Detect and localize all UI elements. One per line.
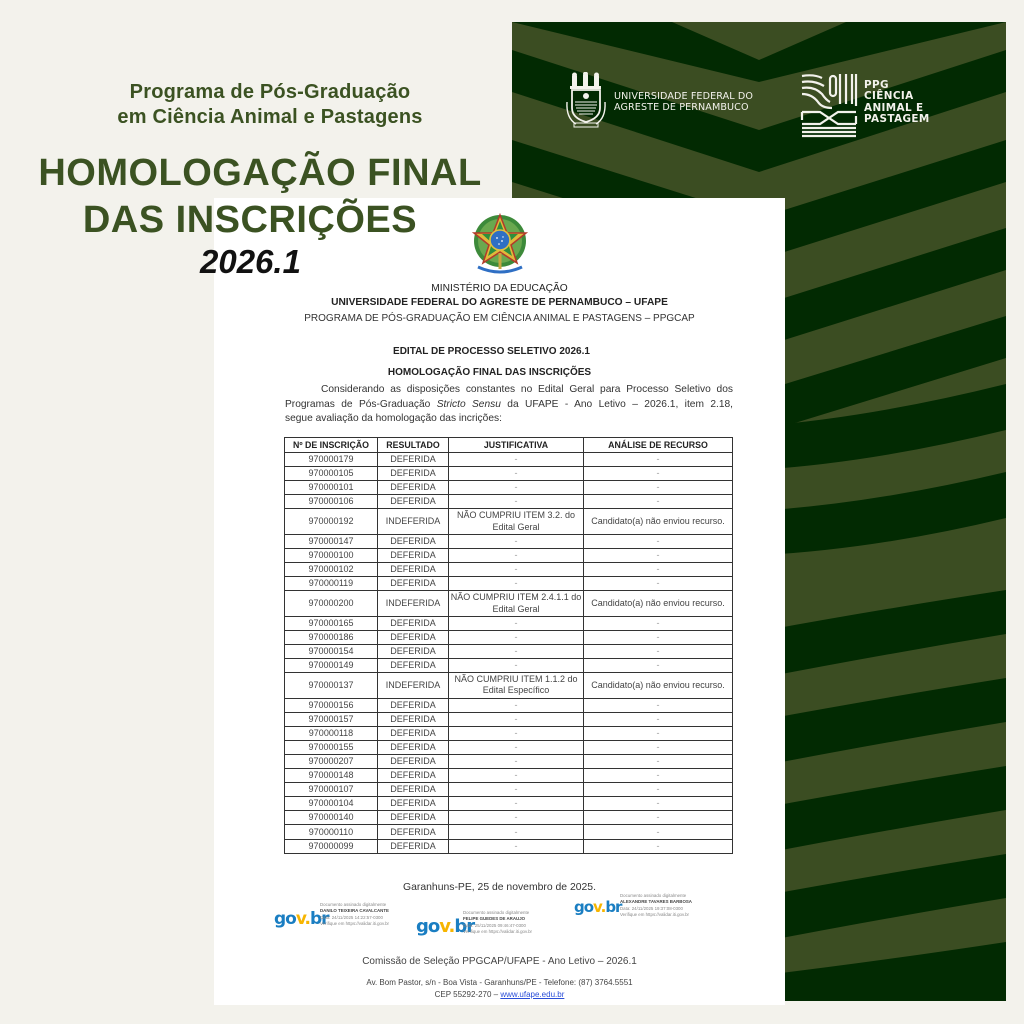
signature-block-3 <box>620 893 692 919</box>
cell-registration-number: 970000107 <box>285 783 378 797</box>
table-row <box>285 698 733 712</box>
cell-justification: - <box>449 563 584 577</box>
ppg-name-line1: PPG <box>864 79 889 91</box>
cell-appeal-analysis: - <box>584 548 733 562</box>
intro-line3: segue avaliação da homologação das incrições: <box>285 413 502 424</box>
table-row <box>285 577 733 591</box>
cell-result: DEFERIDA <box>378 548 449 562</box>
cell-justification: - <box>449 616 584 630</box>
header-appeal-analysis: ANÁLISE DE RECURSO <box>584 438 733 453</box>
table-header-row <box>285 438 733 453</box>
ufape-name-line1: UNIVERSIDADE FEDERAL DO <box>614 91 754 102</box>
table-row <box>285 548 733 562</box>
cell-registration-number: 970000154 <box>285 644 378 658</box>
table-row <box>285 811 733 825</box>
cell-result: DEFERIDA <box>378 839 449 853</box>
results-table-body <box>285 453 733 854</box>
cell-result: INDEFERIDA <box>378 673 449 699</box>
cell-justification: NÃO CUMPRIU ITEM 1.1.2 do Edital Específico <box>449 673 584 699</box>
signature-3-verify: Verifique em https://validar.iti.gov.br <box>620 912 689 918</box>
cell-result: DEFERIDA <box>378 563 449 577</box>
cep-line <box>214 990 785 999</box>
cell-justification: - <box>449 769 584 783</box>
cell-justification: - <box>449 698 584 712</box>
signature-1-caption: Documento assinado digitalmente <box>320 902 387 907</box>
govbr-logo-1: gov.br <box>274 909 329 929</box>
cell-result: DEFERIDA <box>378 577 449 591</box>
table-row <box>285 797 733 811</box>
cell-result: DEFERIDA <box>378 467 449 481</box>
address: Av. Bom Pastor, s/n - Boa Vista - Garanhuns/PE - Telefone: (87) 3764.5551 <box>366 978 633 987</box>
intro-line2-end: da UFAPE - Ano Letivo – 2026.1, item 2.18, <box>500 398 733 410</box>
cell-result: DEFERIDA <box>378 659 449 673</box>
cell-result: DEFERIDA <box>378 644 449 658</box>
cell-appeal-analysis: - <box>584 839 733 853</box>
cell-justification: NÃO CUMPRIU ITEM 3.2. do Edital Geral <box>449 509 584 535</box>
cell-registration-number: 970000147 <box>285 534 378 548</box>
table-row <box>285 769 733 783</box>
intro-line2 <box>285 398 733 413</box>
cell-result: DEFERIDA <box>378 630 449 644</box>
cell-justification: - <box>449 577 584 591</box>
edital-title: EDITAL DE PROCESSO SELETIVO 2026.1 <box>393 346 590 357</box>
document-page <box>214 198 785 1005</box>
ppg-name-line3: ANIMAL E <box>864 101 924 114</box>
cell-appeal-analysis: - <box>584 453 733 467</box>
cell-appeal-analysis: Candidato(a) não enviou recurso. <box>584 509 733 535</box>
govbr-logo-3: gov.br <box>574 898 622 916</box>
cell-result: DEFERIDA <box>378 811 449 825</box>
table-row <box>285 644 733 658</box>
header-registration-number: Nº DE INSCRIÇÃO <box>285 438 378 453</box>
table-row <box>285 563 733 577</box>
cell-appeal-analysis: - <box>584 797 733 811</box>
signature-2-caption: Documento assinado digitalmente <box>463 910 530 915</box>
intro-line2-start: Programas de Pós-Graduação <box>285 398 437 410</box>
cell-result: DEFERIDA <box>378 783 449 797</box>
table-row <box>285 712 733 726</box>
main-title <box>0 150 520 244</box>
cell-justification: - <box>449 481 584 495</box>
signature-3-date: Data: 24/11/2025 19:37:08-0300 <box>620 905 683 911</box>
cell-result: DEFERIDA <box>378 616 449 630</box>
cell-justification: - <box>449 644 584 658</box>
cell-appeal-analysis: Candidato(a) não enviou recurso. <box>584 673 733 699</box>
table-row <box>285 616 733 630</box>
ministry-name: MINISTÉRIO DA EDUCAÇÃO <box>431 283 568 294</box>
cell-result: DEFERIDA <box>378 797 449 811</box>
intro-line2-italic: Stricto Sensu <box>436 398 501 410</box>
signature-block-1 <box>320 902 389 928</box>
program-name: PROGRAMA DE PÓS-GRADUAÇÃO EM CIÊNCIA ANIMAL E PASTAGENS – PPGCAP <box>304 313 695 324</box>
cell-appeal-analysis: - <box>584 481 733 495</box>
cell-appeal-analysis: - <box>584 755 733 769</box>
cell-result: INDEFERIDA <box>378 591 449 617</box>
cell-appeal-analysis: - <box>584 825 733 839</box>
signature-2-name: FELIPE GUEDES DE ARAUJO <box>463 916 526 922</box>
results-table <box>284 437 733 854</box>
table-row <box>285 467 733 481</box>
signature-3-caption: Documento assinado digitalmente <box>620 893 687 898</box>
table-row <box>285 673 733 699</box>
table-row <box>285 726 733 740</box>
cell-registration-number: 970000207 <box>285 755 378 769</box>
cell-result: DEFERIDA <box>378 453 449 467</box>
cell-appeal-analysis: - <box>584 740 733 754</box>
cell-justification: - <box>449 453 584 467</box>
cell-appeal-analysis: - <box>584 644 733 658</box>
cell-registration-number: 970000118 <box>285 726 378 740</box>
cell-justification: - <box>449 811 584 825</box>
cell-registration-number: 970000149 <box>285 659 378 673</box>
cell-justification: - <box>449 755 584 769</box>
table-row <box>285 740 733 754</box>
cell-justification: - <box>449 548 584 562</box>
cell-appeal-analysis: - <box>584 783 733 797</box>
main-title-line1: HOMOLOGAÇÃO FINAL <box>38 152 482 194</box>
cell-result: DEFERIDA <box>378 726 449 740</box>
cell-registration-number: 970000101 <box>285 481 378 495</box>
cell-result: DEFERIDA <box>378 712 449 726</box>
intro-paragraph <box>285 383 733 427</box>
cell-result: INDEFERIDA <box>378 509 449 535</box>
cell-appeal-analysis: - <box>584 769 733 783</box>
table-row <box>285 591 733 617</box>
cell-result: DEFERIDA <box>378 769 449 783</box>
ppg-name-line2: CIÊNCIA <box>864 90 914 103</box>
cell-registration-number: 970000119 <box>285 577 378 591</box>
cell-registration-number: 970000156 <box>285 698 378 712</box>
website-link[interactable]: www.ufape.edu.br <box>500 990 565 999</box>
cell-justification: - <box>449 534 584 548</box>
signature-2-date: Data: 25/11/2025 09:46:47-0300 <box>463 922 526 928</box>
cell-result: DEFERIDA <box>378 495 449 509</box>
cell-appeal-analysis: - <box>584 534 733 548</box>
table-row <box>285 783 733 797</box>
cell-appeal-analysis: Candidato(a) não enviou recurso. <box>584 591 733 617</box>
university-name: UNIVERSIDADE FEDERAL DO AGRESTE DE PERNAMBUCO – UFAPE <box>331 297 668 308</box>
edition-year: 2026.1 <box>200 243 301 280</box>
header-result: RESULTADO <box>378 438 449 453</box>
table-row <box>285 825 733 839</box>
signature-block-2 <box>463 910 532 936</box>
table-row <box>285 481 733 495</box>
program-title <box>60 80 480 130</box>
cell-justification: - <box>449 740 584 754</box>
cell-justification: - <box>449 726 584 740</box>
program-title-line1: Programa de Pós-Graduação <box>129 81 411 103</box>
cell-justification: - <box>449 797 584 811</box>
cell-registration-number: 970000200 <box>285 591 378 617</box>
table-row <box>285 755 733 769</box>
cell-registration-number: 970000110 <box>285 825 378 839</box>
cell-justification: - <box>449 659 584 673</box>
signature-2-verify: Verifique em https://validar.iti.gov.br <box>463 929 532 935</box>
signature-3-name: ALEXANDRE TAVARES BARBOSA <box>620 899 692 905</box>
cell-registration-number: 970000105 <box>285 467 378 481</box>
cell-registration-number: 970000104 <box>285 797 378 811</box>
signature-1-name: DANILO TEIXEIRA CAVALCANTE <box>320 908 389 914</box>
signature-1-verify: Verifique em https://validar.iti.gov.br <box>320 921 389 927</box>
cell-justification: - <box>449 712 584 726</box>
cell-registration-number: 970000140 <box>285 811 378 825</box>
document-heading: HOMOLOGAÇÃO FINAL DAS INSCRIÇÕES <box>387 367 592 378</box>
ufape-crest-icon <box>564 72 608 128</box>
table-row <box>285 453 733 467</box>
cell-result: DEFERIDA <box>378 481 449 495</box>
table-row <box>285 839 733 853</box>
cell-registration-number: 970000100 <box>285 548 378 562</box>
cell-appeal-analysis: - <box>584 495 733 509</box>
cell-justification: NÃO CUMPRIU ITEM 2.4.1.1 do Edital Geral <box>449 591 584 617</box>
program-title-line2: em Ciência Animal e Pastagens <box>117 106 423 128</box>
cell-registration-number: 970000155 <box>285 740 378 754</box>
cell-registration-number: 970000148 <box>285 769 378 783</box>
cell-justification: - <box>449 839 584 853</box>
cell-registration-number: 970000157 <box>285 712 378 726</box>
cell-justification: - <box>449 783 584 797</box>
cell-justification: - <box>449 495 584 509</box>
cell-result: DEFERIDA <box>378 755 449 769</box>
table-row <box>285 509 733 535</box>
cell-appeal-analysis: - <box>584 630 733 644</box>
cell-registration-number: 970000192 <box>285 509 378 535</box>
ppg-logo-icon <box>800 72 858 138</box>
table-row <box>285 495 733 509</box>
cell-registration-number: 970000165 <box>285 616 378 630</box>
cell-registration-number: 970000099 <box>285 839 378 853</box>
signature-1-date: Data: 24/11/2025 14:22:57-0300 <box>320 914 383 920</box>
cep-text: CEP 55292-270 – <box>434 990 501 999</box>
ppg-name-line4: PASTAGEM <box>864 113 930 126</box>
ppg-name-text <box>864 80 930 126</box>
cell-appeal-analysis: - <box>584 467 733 481</box>
intro-line1: Considerando as disposições constantes no Edital Geral para Processo Seletivo dos <box>321 384 733 395</box>
cell-registration-number: 970000102 <box>285 563 378 577</box>
cell-result: DEFERIDA <box>378 740 449 754</box>
cell-justification: - <box>449 825 584 839</box>
cell-appeal-analysis: - <box>584 712 733 726</box>
cell-appeal-analysis: - <box>584 577 733 591</box>
cell-appeal-analysis: - <box>584 616 733 630</box>
place-and-date: Garanhuns-PE, 25 de novembro de 2025. <box>403 882 596 893</box>
cell-registration-number: 970000106 <box>285 495 378 509</box>
cell-registration-number: 970000137 <box>285 673 378 699</box>
cell-justification: - <box>449 467 584 481</box>
cell-registration-number: 970000179 <box>285 453 378 467</box>
cell-result: DEFERIDA <box>378 534 449 548</box>
table-row <box>285 534 733 548</box>
cell-appeal-analysis: - <box>584 811 733 825</box>
cell-appeal-analysis: - <box>584 659 733 673</box>
cell-appeal-analysis: - <box>584 698 733 712</box>
ufape-name-line2: AGRESTE DE PERNAMBUCO <box>614 101 749 113</box>
govbr-logo-2: gov.br <box>416 916 475 937</box>
cell-appeal-analysis: - <box>584 726 733 740</box>
ufape-name-text <box>614 92 753 113</box>
table-row <box>285 659 733 673</box>
committee-name: Comissão de Seleção PPGCAP/UFAPE - Ano Letivo – 2026.1 <box>362 956 637 967</box>
cell-appeal-analysis: - <box>584 563 733 577</box>
table-row <box>285 630 733 644</box>
cell-justification: - <box>449 630 584 644</box>
cell-registration-number: 970000186 <box>285 630 378 644</box>
main-title-line2: DAS INSCRIÇÕES <box>82 199 418 241</box>
header-justification: JUSTIFICATIVA <box>449 438 584 453</box>
cell-result: DEFERIDA <box>378 825 449 839</box>
cell-result: DEFERIDA <box>378 698 449 712</box>
